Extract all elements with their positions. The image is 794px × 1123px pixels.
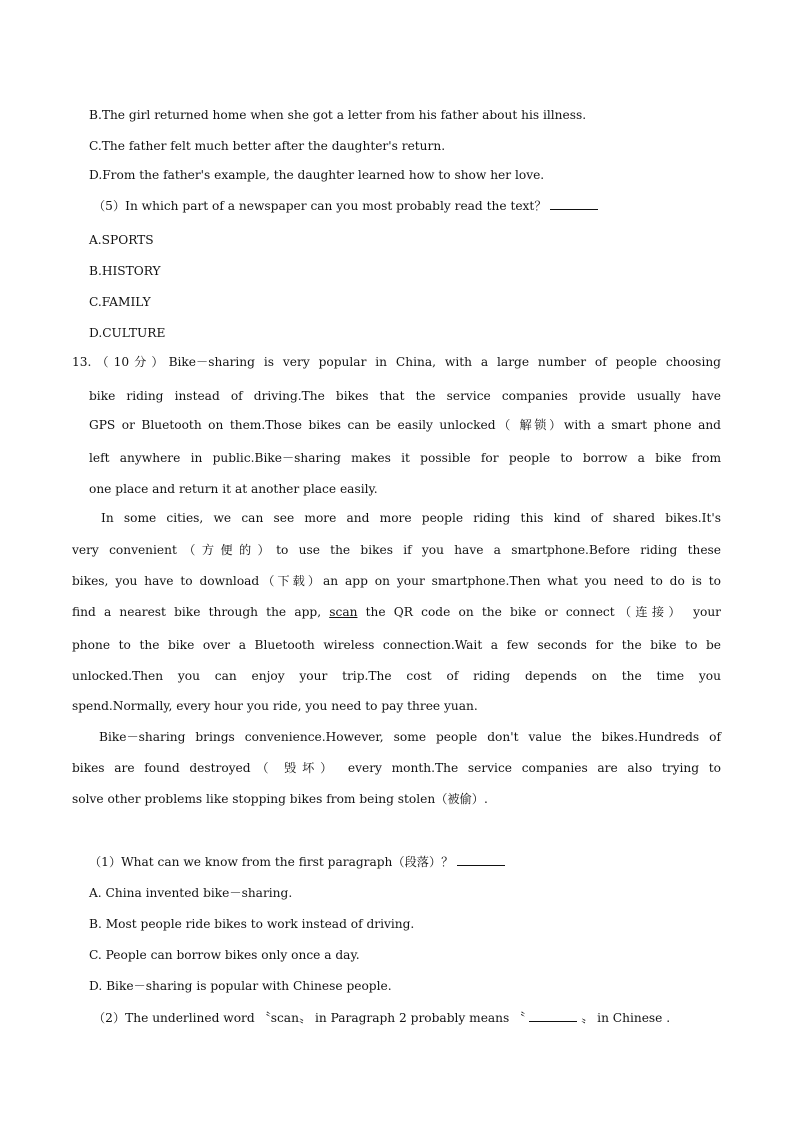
q12-5-option-c: C.FAMILY [89, 295, 151, 309]
q13-p2-line-4-b: the QR code on the bike or connect（连接） your [365, 605, 722, 619]
q13-p1-line-3: left anywhere in public.Bike－sharing makes it possible for people to borrow a bike from [89, 451, 721, 465]
q13-p1-line-2: GPS or Bluetooth on them.Those bikes can be easily unlocked（ 解锁）with a smart phone and [89, 418, 721, 432]
q13-p2-line-7: spend.Normally, every hour you ride, you need to pay three yuan. [72, 699, 478, 713]
q13-heading: 13.（10分）Bike－sharing is very popular in China, with a large number of people choosing [72, 355, 721, 369]
q13-2-stem-a: （2）The underlined word 〝scan〟 in Paragraph 2 probably means 〝 [93, 1011, 526, 1025]
q13-1-option-c: C. People can borrow bikes only once a day. [89, 948, 360, 962]
q13-p2-line-2: very convenient（方便的）to use the bikes if you have a smartphone.Before riding these [72, 543, 721, 557]
q13-1-option-a: A. China invented bike－sharing. [89, 886, 293, 900]
q13-1-option-b: B. Most people ride bikes to work instead of driving. [89, 917, 415, 931]
underlined-word-scan: scan [329, 605, 358, 619]
q13-2-stem-b: 〟 in Chinese . [581, 1011, 671, 1025]
q13-1-option-d: D. Bike－sharing is popular with Chinese people. [89, 979, 392, 993]
answer-blank[interactable] [550, 198, 598, 210]
q12-option-b: B.The girl returned home when she got a letter from his father about his illness. [89, 108, 587, 122]
q12-5-option-d: D.CULTURE [89, 326, 166, 340]
q12-option-d: D.From the father's example, the daughter learned how to show her love. [89, 168, 545, 182]
q12-5-option-b: B.HISTORY [89, 264, 161, 278]
q13-1-stem [89, 854, 505, 870]
q12-5-option-a: A.SPORTS [89, 233, 154, 247]
q12-5-stem-text: （5）In which part of a newspaper can you most probably read the text？ [93, 199, 547, 213]
q13-p2-line-6: unlocked.Then you can enjoy your trip.The cost of riding depends on the time you [72, 669, 721, 683]
q13-p2-line-5: phone to the bike over a Bluetooth wireless connection.Wait a few seconds for the bike to be [72, 638, 721, 652]
q13-p2-line-1: In some cities, we can see more and more people riding this kind of shared bikes.It's [101, 511, 721, 525]
q13-p2-line-4-a: find a nearest bike through the app, [72, 605, 322, 619]
q12-option-c: C.The father felt much better after the daughter's return. [89, 139, 446, 153]
answer-blank[interactable] [529, 1010, 577, 1022]
q13-p3-line-1: Bike－sharing brings convenience.However, some people don't value the bikes.Hundreds of [99, 730, 721, 744]
q13-2-stem [93, 1010, 670, 1026]
q13-p3-line-3: solve other problems like stopping bikes from being stolen（被偷）. [72, 792, 488, 806]
q13-p2-line-4 [72, 604, 721, 620]
answer-blank[interactable] [457, 854, 505, 866]
q12-5-stem [93, 198, 598, 214]
q13-p2-line-3: bikes, you have to download（下载）an app on your smartphone.Then what you need to do is to [72, 574, 721, 588]
q13-p3-line-2: bikes are found destroyed（ 毁坏） every month.The service companies are also trying to [72, 761, 721, 775]
q13-p1-line-1: bike riding instead of driving.The bikes that the service companies provide usually have [89, 389, 721, 403]
q13-1-stem-text: （1）What can we know from the first paragraph（段落）？ [89, 855, 454, 869]
q13-p1-line-4: one place and return it at another place easily. [89, 482, 378, 496]
